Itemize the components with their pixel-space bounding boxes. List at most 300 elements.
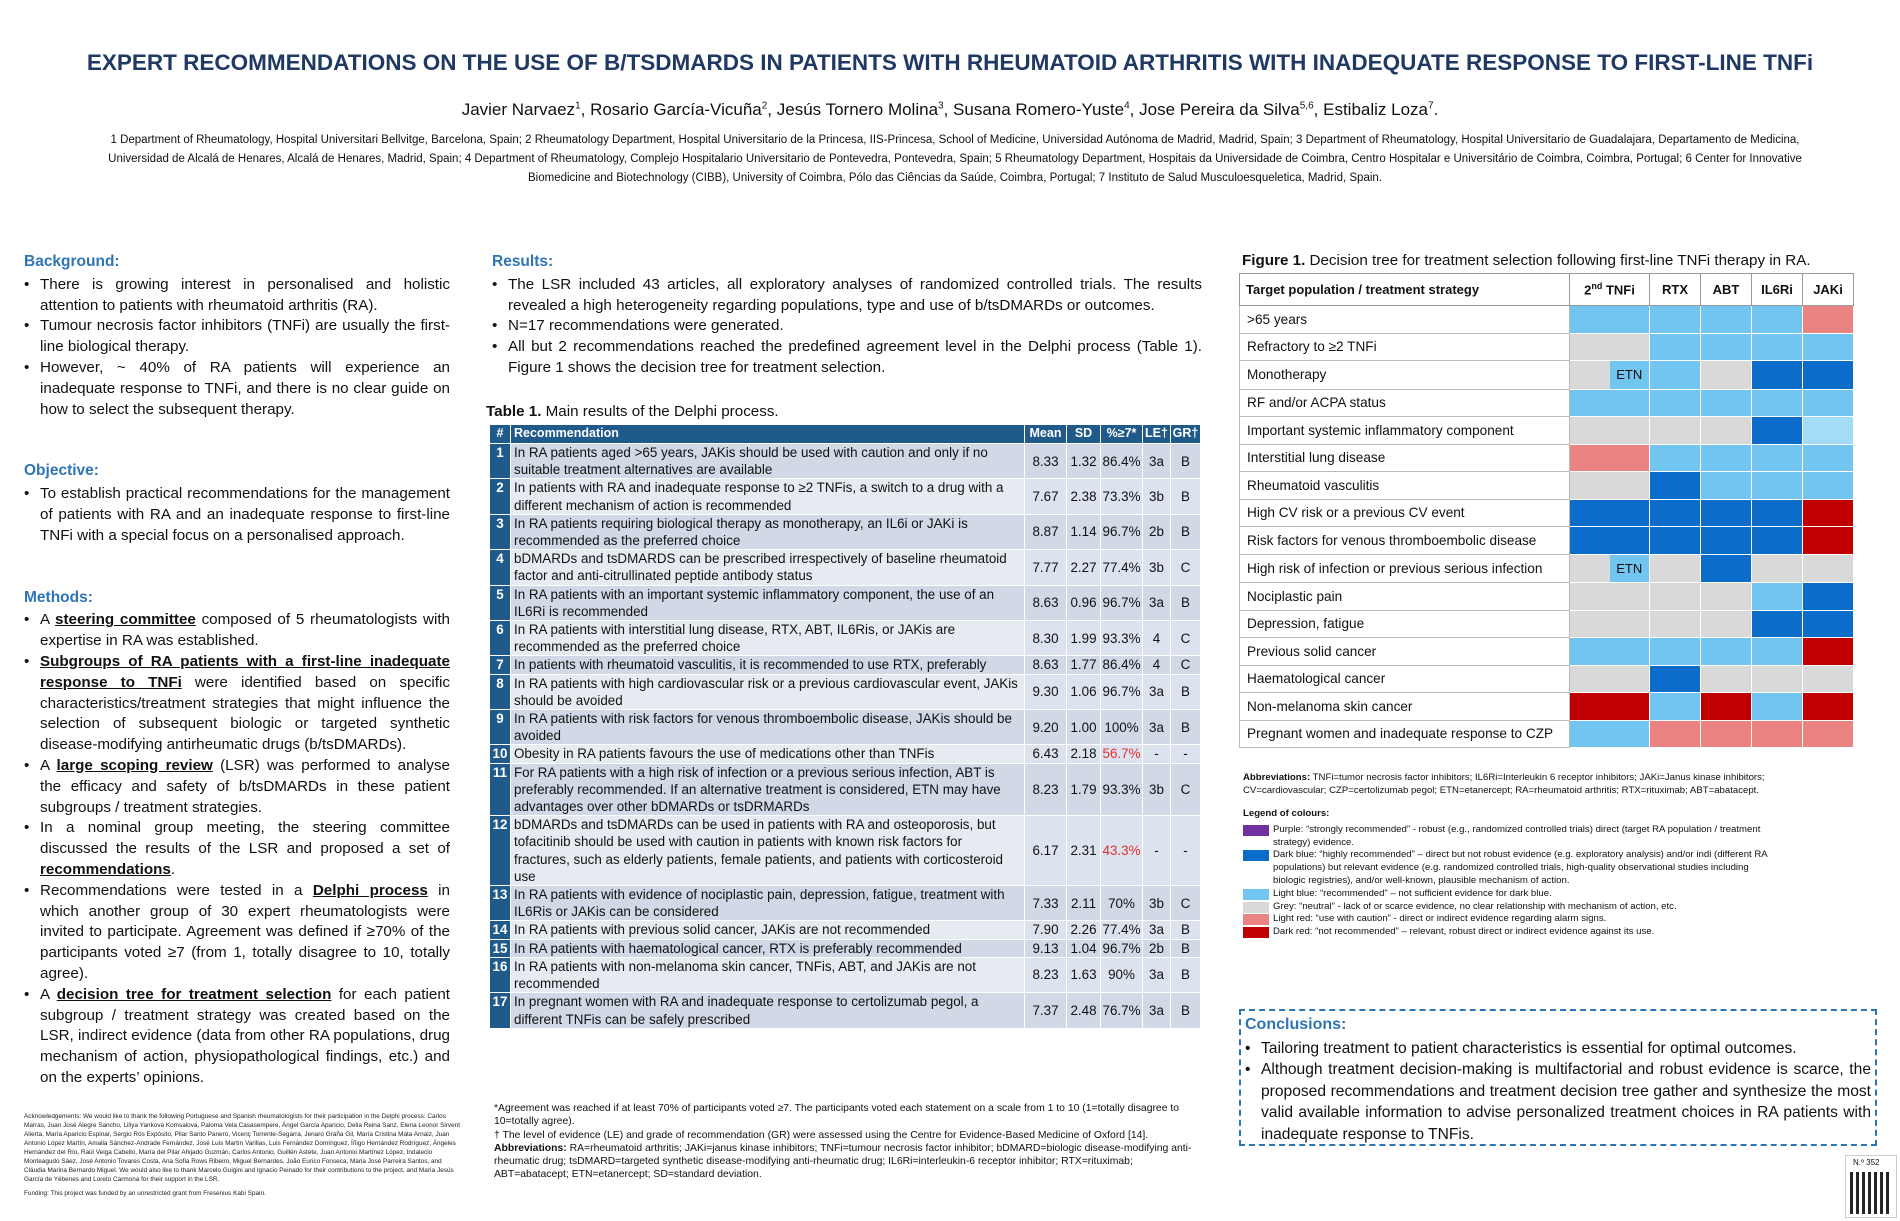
legend-swatch: [1243, 889, 1269, 900]
table-row: [490, 939, 1201, 957]
results-item: • All but 2 recommendations reached the predefined agreement level in the Delphi process (Table 1). Figure 1 shows the decision tree for treatment selection.: [492, 337, 1202, 379]
table-cell: 3b: [1143, 886, 1171, 921]
table-row: [490, 514, 1201, 549]
recommendation-cell: [1701, 333, 1752, 361]
recommendation-cell: [1752, 610, 1803, 638]
table-cell: 3a: [1143, 921, 1171, 939]
recommendation-cell: [1650, 389, 1701, 417]
figure1-caption: Figure 1. Decision tree for treatment selection following first-line TNFi therapy in RA.: [1242, 252, 1811, 269]
results-list: [492, 275, 1202, 379]
table-cell: 2.38: [1067, 479, 1101, 514]
conclusions-item: • Although treatment decision-making is multifactorial and robust evidence is scarce, the proposed recommendations and treatment decision tree gather and synthesize the most valid available information to advise personalized treatment choices in RA patients with inadequate response to TNFis.: [1245, 1059, 1871, 1145]
recommendation-number: 11: [490, 763, 511, 816]
legend-swatch: [1243, 902, 1269, 913]
recommendation-cell: [1650, 444, 1701, 472]
decision-tree-row: [1240, 638, 1854, 666]
recommendation-cell: [1752, 554, 1803, 583]
legend-item: [1243, 926, 1783, 939]
author-name: Jesús Tornero Molina: [776, 100, 939, 119]
recommendation-cell: [1650, 333, 1701, 361]
table-row: [490, 621, 1201, 656]
recommendation-cell: [1701, 610, 1752, 638]
table-cell: B: [1171, 957, 1201, 992]
table-cell: -: [1143, 816, 1171, 886]
methods-list: [24, 610, 450, 1088]
table-cell: B: [1171, 993, 1201, 1028]
table-row: [490, 585, 1201, 620]
table-cell: 8.23: [1025, 763, 1067, 816]
methods-item: • A decision tree for treatment selection for each patient subgroup / treatment strategy was created based on the LSR, indirect evidence (data from other RA populations, drug mechanism of action, physiopathological findings, etc.) and on the experts’ opinions.: [24, 985, 450, 1089]
recommendation-cell: [1752, 583, 1803, 611]
table-row: [490, 957, 1201, 992]
table-cell: 8.33: [1025, 444, 1067, 479]
recommendation-number: 15: [490, 939, 511, 957]
recommendation-cell: [1570, 638, 1650, 666]
table-cell: B: [1171, 514, 1201, 549]
recommendation-cell: [1803, 638, 1854, 666]
recommendation-cell: [1570, 333, 1650, 361]
recommendation-cell: [1650, 527, 1701, 555]
recommendation-number: 6: [490, 621, 511, 656]
recommendation-cell: [1650, 610, 1701, 638]
legend-swatch: [1243, 850, 1269, 861]
table-cell: 1.04: [1067, 939, 1101, 957]
recommendation-cell: [1701, 527, 1752, 555]
table-cell: 9.13: [1025, 939, 1067, 957]
recommendation-cell: [1752, 444, 1803, 472]
decision-tree-row: [1240, 333, 1854, 361]
drug-column-header: RTX: [1650, 274, 1701, 306]
recommendation-cell: [1803, 472, 1854, 500]
table-cell: 3a: [1143, 674, 1171, 709]
poster-title: EXPERT RECOMMENDATIONS ON THE USE OF B/TSDMARDS IN PATIENTS WITH RHEUMATOID ARTHRITIS WITH INADEQUATE RESPONSE TO FIRST-LINE TNFi: [86, 50, 1814, 75]
author-affiliation-number: 4: [1124, 100, 1130, 112]
author-name: Rosario García-Vicuña: [590, 100, 762, 119]
column-header: %≥7*: [1101, 425, 1143, 444]
recommendation-cell: [1752, 527, 1803, 555]
recommendation-text: Obesity in RA patients favours the use of medications other than TNFis: [511, 745, 1025, 763]
drug-column-header: ABT: [1701, 274, 1752, 306]
recommendation-text: bDMARDs and tsDMARDs can be used in patients with RA and osteoporosis, but tofacitinib should be used with caution in patients with known risk factors for fractures, such as elderly patients, female patients, and patients with corticosteroid use: [511, 816, 1025, 886]
table-cell: 90%: [1101, 957, 1143, 992]
recommendation-cell: [1701, 665, 1752, 693]
author-affiliation-number: 5,6: [1299, 100, 1314, 112]
legend-text: Light blue: “recommended” – not sufficient evidence for dark blue.: [1273, 887, 1552, 899]
recommendation-cell: [1701, 720, 1752, 748]
population-label: Non-melanoma skin cancer: [1240, 693, 1570, 721]
decision-tree-row: [1240, 444, 1854, 472]
conclusions-list: [1245, 1038, 1871, 1146]
recommendation-cell: [1570, 444, 1650, 472]
recommendation-cell: [1803, 665, 1854, 693]
table-row: [490, 479, 1201, 514]
decision-tree-row: [1240, 665, 1854, 693]
recommendation-cell: [1570, 361, 1650, 390]
background-heading: Background:: [24, 253, 120, 270]
recommendation-cell: [1752, 720, 1803, 748]
legend-swatch: [1243, 927, 1269, 938]
colour-legend: [1243, 808, 1783, 939]
legend-text: Dark red: “not recommended” – relevant, robust direct or indirect evidence against its use.: [1273, 926, 1655, 938]
column-header: Mean: [1025, 425, 1067, 444]
table-cell: C: [1171, 550, 1201, 585]
decision-tree-row: [1240, 499, 1854, 527]
legend-item: [1243, 849, 1783, 887]
results-heading: Results:: [492, 253, 554, 270]
recommendation-text: In RA patients with high cardiovascular risk or a previous cardiovascular event, JAKis should be avoided: [511, 674, 1025, 709]
table-cell: 6.43: [1025, 745, 1067, 763]
decision-tree-row: [1240, 527, 1854, 555]
recommendation-text: In RA patients with an important systemic inflammatory component, the use of an IL6Ri is recommended: [511, 585, 1025, 620]
table-cell: 3a: [1143, 710, 1171, 745]
author-name: Javier Narvaez: [461, 100, 576, 119]
recommendation-cell: [1803, 389, 1854, 417]
table-cell: 96.7%: [1101, 674, 1143, 709]
author-list: Javier Narvaez$^1$, Rosario García-Vicuña$^2$, Jesús Tornero Molina$^3$, Susana Romero-Yuste$^4$, Jose Pereira da Silva$^{5,6}$, Estibaliz Loza$^7$.: [461, 100, 1439, 119]
recommendation-cell: [1701, 554, 1752, 583]
table-cell: 3a: [1143, 444, 1171, 479]
table-cell: B: [1171, 585, 1201, 620]
conclusions-item: • Tailoring treatment to patient characteristics is essential for optimal outcomes.: [1245, 1038, 1871, 1060]
table-cell: 96.7%: [1101, 585, 1143, 620]
population-label: RF and/or ACPA status: [1240, 389, 1570, 417]
population-label: Important systemic inflammatory component: [1240, 417, 1570, 445]
author-name: Susana Romero-Yuste: [953, 100, 1125, 119]
recommendation-text: In pregnant women with RA and inadequate response to certolizumab pegol, a different TNFis can be safely prescribed: [511, 993, 1025, 1028]
table-cell: 1.14: [1067, 514, 1101, 549]
table-cell: 3b: [1143, 479, 1171, 514]
table-cell: 3a: [1143, 957, 1171, 992]
author-affiliation-number: 1: [575, 100, 581, 112]
table-cell: 56.7%: [1101, 745, 1143, 763]
table-cell: 6.17: [1025, 816, 1067, 886]
recommendation-cell: [1701, 693, 1752, 721]
recommendation-cell: [1650, 472, 1701, 500]
table-cell: 3a: [1143, 585, 1171, 620]
recommendation-text: In RA patients with haematological cancer, RTX is preferably recommended: [511, 939, 1025, 957]
recommendation-cell: [1752, 306, 1803, 334]
recommendation-cell: [1701, 472, 1752, 500]
recommendation-number: 7: [490, 656, 511, 674]
recommendation-cell: [1570, 554, 1650, 583]
recommendation-cell: [1650, 417, 1701, 445]
methods-item: • In a nominal group meeting, the steering committee discussed the results of the LSR and proposed a set of recommendations.: [24, 818, 450, 880]
recommendation-cell: [1803, 444, 1854, 472]
qr-code-icon[interactable]: [1850, 1172, 1892, 1214]
table-cell: 7.67: [1025, 479, 1067, 514]
objective-item: • To establish practical recommendations for the management of patients with RA and an inadequate response to first-line TNFi with a special focus on a personalised approach.: [24, 484, 450, 546]
recommendation-cell: [1570, 665, 1650, 693]
conclusions-box: [1239, 1009, 1877, 1146]
table-cell: 8.23: [1025, 957, 1067, 992]
legend-item: [1243, 824, 1783, 850]
background-list: [24, 275, 450, 421]
population-label: Haematological cancer: [1240, 665, 1570, 693]
second-tnfi-header: 2nd TNFi: [1570, 274, 1650, 306]
recommendation-cell: [1650, 665, 1701, 693]
recommendation-cell: [1701, 389, 1752, 417]
recommendation-text: For RA patients with a high risk of infection or a previous serious infection, ABT is preferably recommended. If an alternative treatment is considered, ETN may have advantages over other bDMARDs or tsDRMARDs: [511, 763, 1025, 816]
table-cell: 3b: [1143, 763, 1171, 816]
recommendation-cell: [1701, 638, 1752, 666]
recommendation-cell: [1570, 417, 1650, 445]
methods-item: • A steering committee composed of 5 rheumatologists with expertise in RA was established.: [24, 610, 450, 652]
recommendation-cell: [1650, 693, 1701, 721]
table-row: [490, 993, 1201, 1028]
table-cell: 2b: [1143, 939, 1171, 957]
recommendation-cell: [1570, 389, 1650, 417]
recommendation-cell: [1752, 417, 1803, 445]
table-cell: 7.90: [1025, 921, 1067, 939]
table-cell: -: [1171, 816, 1201, 886]
table-row: [490, 921, 1201, 939]
table-cell: C: [1171, 656, 1201, 674]
table-cell: 2.26: [1067, 921, 1101, 939]
table-cell: 8.63: [1025, 585, 1067, 620]
table-cell: 86.4%: [1101, 656, 1143, 674]
figure1-abbreviations: Abbreviations: TNFi=tumor necrosis factor inhibitors; IL6Ri=Interleukin 6 receptor inhibitors; JAKi=Janus kinase inhibitors; CV=cardiovascular; CZP=certolizumab pegol; ETN=etanercept; RA=rheumatoid arthritis; RTX=rituximab; ABT=abatacept.: [1243, 772, 1765, 796]
recommendation-text: In patients with rheumatoid vasculitis, it is recommended to use RTX, preferably: [511, 656, 1025, 674]
objective-heading: Objective:: [24, 462, 99, 480]
table-cell: 7.77: [1025, 550, 1067, 585]
table-cell: 1.00: [1067, 710, 1101, 745]
recommendation-cell: [1803, 333, 1854, 361]
recommendation-cell: [1701, 583, 1752, 611]
population-label: Monotherapy: [1240, 361, 1570, 390]
legend-text: Grey: “neutral” - lack of or scarce evidence, no clear relationship with mechanism of action, etc.: [1273, 900, 1677, 912]
population-label: Previous solid cancer: [1240, 638, 1570, 666]
recommendation-text: In RA patients with risk factors for venous thromboembolic disease, JAKis should be avoided: [511, 710, 1025, 745]
column-header: Recommendation: [511, 425, 1025, 444]
decision-tree-row: [1240, 389, 1854, 417]
legend-text: Purple: “strongly recommended” - robust (e.g., randomized controlled trials) direct (target RA population / treatment strategy) evidence.: [1273, 823, 1761, 848]
legend-title: Legend of colours:: [1243, 808, 1330, 819]
recommendation-text: In RA patients with interstitial lung disease, RTX, ABT, IL6Ris, or JAKis are recommended as the preferred choice: [511, 621, 1025, 656]
table-cell: B: [1171, 921, 1201, 939]
recommendation-cell: [1803, 554, 1854, 583]
methods-item: • Subgroups of RA patients with a first-line inadequate response to TNFi were identified based on specific characteristics/treatment strategies that might influence the selection of subsequent biologic or targeted synthetic disease-modifying antirheumatic drugs (b/tsDMARDs).: [24, 652, 450, 756]
recommendation-number: 1: [490, 444, 511, 479]
table-cell: 9.30: [1025, 674, 1067, 709]
recommendation-cell: [1752, 333, 1803, 361]
population-label: Refractory to ≥2 TNFi: [1240, 333, 1570, 361]
recommendation-cell: [1752, 693, 1803, 721]
table-cell: 93.3%: [1101, 621, 1143, 656]
population-label: Pregnant women and inadequate response to CZP: [1240, 720, 1570, 748]
table-cell: 1.79: [1067, 763, 1101, 816]
middle-column: [492, 252, 1202, 379]
decision-tree-row: [1240, 554, 1854, 583]
author-affiliation-number: 3: [938, 100, 944, 112]
legend-text: Dark blue: “highly recommended” – direct but not robust evidence (e.g. exploratory analysis) and/or indi (different RA populations) but relevant evidence (e.g. randomized controlled trials, high-quality observational studies including biologic registries), and/or well-known, plausible mechanism of action.: [1273, 849, 1768, 886]
table-row: [490, 710, 1201, 745]
recommendation-cell: [1701, 306, 1752, 334]
methods-heading: Methods:: [24, 588, 93, 606]
column-header: LE†: [1143, 425, 1171, 444]
author-name: Jose Pereira da Silva: [1139, 100, 1300, 119]
recommendation-cell: [1803, 693, 1854, 721]
recommendation-number: 4: [490, 550, 511, 585]
etn-label: ETN: [1610, 555, 1650, 583]
legend-swatch: [1243, 825, 1269, 836]
recommendation-number: 14: [490, 921, 511, 939]
recommendation-text: In RA patients with previous solid cancer, JAKis are not recommended: [511, 921, 1025, 939]
table-cell: B: [1171, 939, 1201, 957]
table-cell: C: [1171, 886, 1201, 921]
recommendation-cell: [1701, 444, 1752, 472]
recommendation-cell: [1701, 499, 1752, 527]
recommendation-cell: [1650, 638, 1701, 666]
decision-tree-row: [1240, 306, 1854, 334]
population-label: Depression, fatigue: [1240, 610, 1570, 638]
recommendation-cell: [1803, 499, 1854, 527]
table-cell: 77.4%: [1101, 921, 1143, 939]
target-population-header: Target population / treatment strategy: [1240, 274, 1570, 306]
table-cell: -: [1143, 745, 1171, 763]
legend-text: Light red: “use with caution” - direct or indirect evidence regarding alarm signs.: [1273, 913, 1607, 925]
decision-tree-row: [1240, 361, 1854, 390]
background-item: • However, ~ 40% of RA patients will experience an inadequate response to TNFi, and there is no clear guide on how to select the subsequent therapy.: [24, 358, 450, 420]
recommendation-number: 8: [490, 674, 511, 709]
funding: Funding: This project was funded by an unrestricted grant from Fresenius Kabi Spain.: [24, 1190, 266, 1197]
conclusions-heading: Conclusions:: [1245, 1016, 1347, 1033]
table-row: [490, 656, 1201, 674]
recommendation-number: 3: [490, 514, 511, 549]
recommendation-cell: [1650, 361, 1701, 390]
recommendation-cell: [1752, 638, 1803, 666]
recommendation-cell: [1570, 583, 1650, 611]
recommendation-number: 17: [490, 993, 511, 1028]
objective-list: [24, 484, 450, 546]
population-label: High risk of infection or previous serious infection: [1240, 554, 1570, 583]
table-cell: 0.96: [1067, 585, 1101, 620]
decision-tree-row: [1240, 720, 1854, 748]
table-cell: 7.37: [1025, 993, 1067, 1028]
background-item: • Tumour necrosis factor inhibitors (TNFi) are usually the first-line biological therapy.: [24, 316, 450, 358]
background-item: • There is growing interest in personalised and holistic attention to patients with rheumatoid arthritis (RA).: [24, 275, 450, 317]
table-cell: B: [1171, 674, 1201, 709]
table-cell: 96.7%: [1101, 939, 1143, 957]
recommendation-text: In RA patients with evidence of nociplastic pain, depression, fatigue, treatment with IL6Ris or JAKis can be considered: [511, 886, 1025, 921]
table-row: [490, 816, 1201, 886]
recommendation-cell: [1752, 361, 1803, 390]
table-cell: 1.77: [1067, 656, 1101, 674]
table-cell: 73.3%: [1101, 479, 1143, 514]
recommendation-cell: [1570, 472, 1650, 500]
table-cell: 3b: [1143, 550, 1171, 585]
recommendation-cell: [1752, 389, 1803, 417]
recommendation-cell: [1803, 583, 1854, 611]
table-cell: 1.99: [1067, 621, 1101, 656]
table1-caption: Table 1. Main results of the Delphi process.: [486, 403, 779, 420]
decision-tree-row: [1240, 583, 1854, 611]
recommendation-number: 13: [490, 886, 511, 921]
table-cell: 9.20: [1025, 710, 1067, 745]
recommendation-cell: [1701, 417, 1752, 445]
table-cell: 8.63: [1025, 656, 1067, 674]
table-cell: -: [1171, 745, 1201, 763]
population-label: Interstitial lung disease: [1240, 444, 1570, 472]
poster-number: N.º 352: [1853, 1158, 1880, 1167]
column-header: GR†: [1171, 425, 1201, 444]
recommendation-cell: [1752, 499, 1803, 527]
recommendation-cell: [1803, 610, 1854, 638]
table-cell: 1.63: [1067, 957, 1101, 992]
table-cell: 70%: [1101, 886, 1143, 921]
recommendation-cell: [1650, 720, 1701, 748]
recommendation-text: In RA patients aged >65 years, JAKis should be used with caution and only if no suitable treatment alternatives are available: [511, 444, 1025, 479]
table-row: [490, 763, 1201, 816]
population-label: High CV risk or a previous CV event: [1240, 499, 1570, 527]
decision-tree-row: [1240, 472, 1854, 500]
recommendation-cell: [1803, 417, 1854, 445]
table-cell: 2.48: [1067, 993, 1101, 1028]
drug-column-header: JAKi: [1803, 274, 1854, 306]
table-cell: 93.3%: [1101, 763, 1143, 816]
recommendation-cell: [1570, 499, 1650, 527]
acknowledgements: Acknowledgements: We would like to thank the following Portuguese and Spanish rheumatologists for their participation in the Delphi process: Carlos Marras, Juan José Alegre Sancho, Liliya Yankova Komsalova, Paloma Vela Casasempere, Ángel García Aparicio, Delia Reina Sanz, Elena Leonor Sirvent Alierta, María Aparicio Espinar, Sergio Rós Expósito, Pilar Santo Panero, Vicenç Torrente-Segarra, Jenaro Graña Gil, María Cristina Mata Arnaiz, Juan Antonio López Martín, Amalia Sánchez-Andrade Fernández, José Luis Martín Varillas, Luis Fernández Domínguez, Íñigo Hernández Rodríguez, Ángeles Hernández del Río, Raúl Veiga Cabello, María del Pilar Ahijado Guzmán, Carlos Antonio, Guillén Astete, Juan Antonio Martínez López, Indalecio Monteagudo Sáez, José Antonio Tovares Costa, Ana Sofia Rows Ribeiro, Miguel Bernardes, João Eurico Fonseca, Maria José Parreira Santos, and Cláudia Marina Bernardo Miguel. We would also like to thank Marcelo Guigini and Ignacio Peinado for their contributions to the project, and María Jesús García de Yébenes and Loreto Carmona for their support in the LSR.: [24, 1113, 460, 1183]
table-row: [490, 886, 1201, 921]
table-cell: 4: [1143, 621, 1171, 656]
results-item: • N=17 recommendations were generated.: [492, 316, 1202, 337]
table-cell: 77.4%: [1101, 550, 1143, 585]
table-row: [490, 745, 1201, 763]
recommendation-cell: [1570, 720, 1650, 748]
methods-item: • Recommendations were tested in a Delphi process in which another group of 30 expert rheumatologists were invited to participate. Agreement was defined if ≥70% of the participants voted ≥7 (from 1, totally disagree to 10, totally agree).: [24, 881, 450, 985]
author-name: Estibaliz Loza: [1323, 100, 1428, 119]
results-item: • The LSR included 43 articles, all exploratory analyses of randomized controlled trials. The results revealed a high heterogeneity regarding populations, type and use of b/tsDMARDs or outcomes.: [492, 275, 1202, 317]
table-header-row: [490, 425, 1201, 444]
decision-tree-header: [1240, 274, 1854, 306]
recommendation-number: 10: [490, 745, 511, 763]
legend-item: [1243, 913, 1783, 926]
population-label: Nociplastic pain: [1240, 583, 1570, 611]
table-cell: 1.06: [1067, 674, 1101, 709]
recommendation-cell: [1570, 693, 1650, 721]
decision-tree-row: [1240, 693, 1854, 721]
recommendation-cell: [1570, 306, 1650, 334]
recommendation-cell: [1650, 583, 1701, 611]
table-row: [490, 550, 1201, 585]
table-cell: 2.27: [1067, 550, 1101, 585]
table-cell: 1.32: [1067, 444, 1101, 479]
author-affiliation-number: 2: [761, 100, 768, 112]
table-cell: 2.18: [1067, 745, 1101, 763]
table-cell: B: [1171, 444, 1201, 479]
table-cell: C: [1171, 763, 1201, 816]
decision-tree-row: [1240, 610, 1854, 638]
recommendation-cell: [1570, 610, 1650, 638]
recommendation-cell: [1803, 720, 1854, 748]
recommendation-cell: [1752, 472, 1803, 500]
table1-footnotes: *Agreement was reached if at least 70% of participants voted ≥7. The participants voted each statement on a scale from 1 to 10 (1=totally disagree to 10=totally agree). † The level of evidence (LE) and grade of recommendation (GR) were assessed using the Centre for Evidence-Based Medicine of Oxford [14]. Abbreviations: RA=rheumatoid arthritis; JAKi=janus kinase inhibitors; TNFi=tumour necrosis factor inhibitor; bDMARD=biologic disease-modifying anti-rheumatic drug; tsDMARD=targeted synthetic disease-modifying anti-rheumatic drug; IL6Ri=interleukin-6 receptor inhibitor; RTX=rituximab; ABT=abatacept; ETN=etanercept; SD=standard deviation.: [494, 1103, 1192, 1181]
recommendation-cell: [1803, 361, 1854, 390]
population-label: >65 years: [1240, 306, 1570, 334]
table-cell: 2b: [1143, 514, 1171, 549]
recommendation-text: In patients with RA and inadequate response to ≥2 TNFis, a switch to a drug with a different mechanism of action is recommended: [511, 479, 1025, 514]
recommendation-cell: [1650, 554, 1701, 583]
recommendation-number: 16: [490, 957, 511, 992]
recommendation-cell: [1650, 306, 1701, 334]
author-affiliation-number: 7: [1428, 100, 1434, 112]
recommendation-cell: [1803, 527, 1854, 555]
column-header: SD: [1067, 425, 1101, 444]
table-cell: 4: [1143, 656, 1171, 674]
population-label: Rheumatoid vasculitis: [1240, 472, 1570, 500]
legend-swatch: [1243, 914, 1269, 925]
table-cell: 8.87: [1025, 514, 1067, 549]
recommendation-cell: [1752, 665, 1803, 693]
